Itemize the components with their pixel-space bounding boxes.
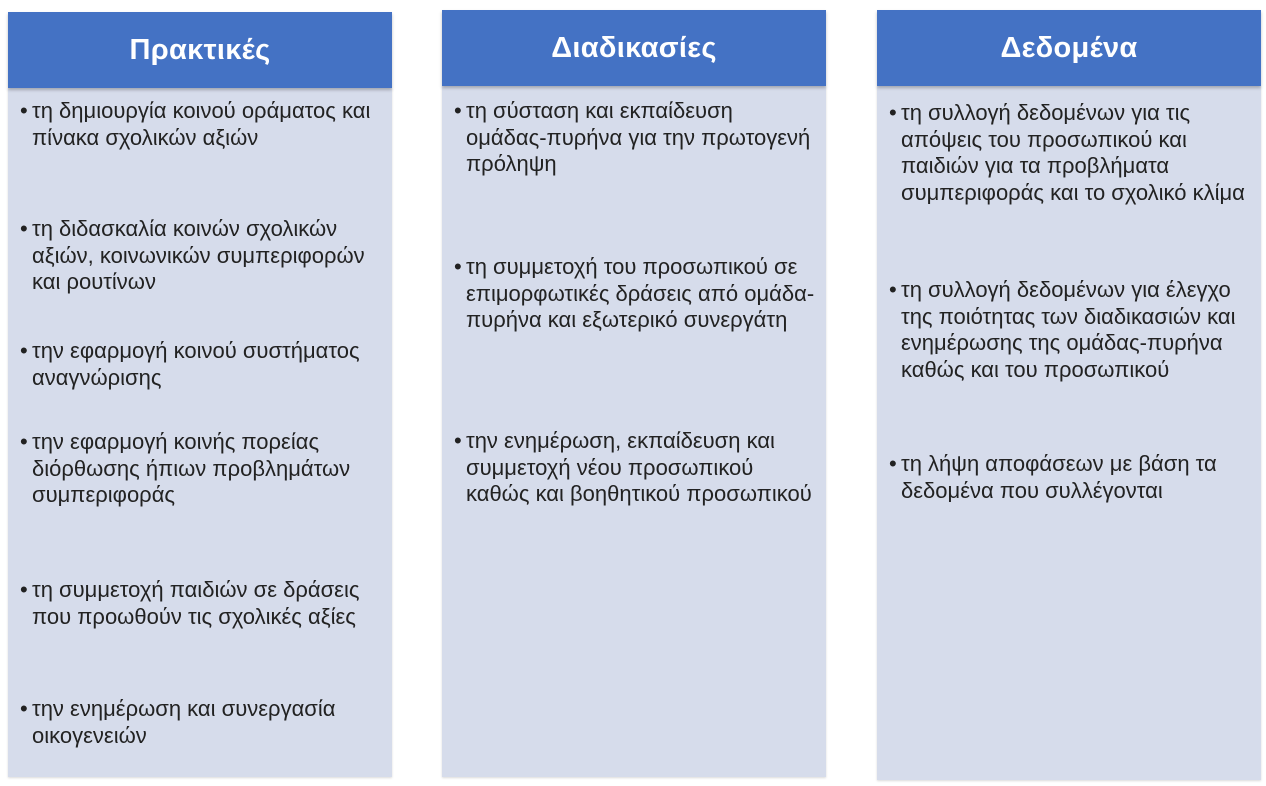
list-item	[20, 338, 382, 391]
bullet-icon: •	[454, 254, 462, 279]
list-item-text: τη συλλογή δεδομένων για έλεγχο της ποιότητας των διαδικασιών και ενημέρωσης της ομάδας-πυρήνα καθώς και του προσωπικού	[901, 277, 1236, 382]
bullet-icon: •	[20, 98, 28, 123]
list-item-text: τη λήψη αποφάσεων με βάση τα δεδομένα που συλλέγονται	[901, 451, 1217, 503]
list-item-text: τη συμμετοχή του προσωπικού σε επιμορφωτικές δράσεις από ομάδα-πυρήνα και εξωτερικό συνεργάτη	[466, 254, 815, 332]
list-item	[20, 216, 382, 296]
list-item	[889, 451, 1251, 504]
bullet-icon: •	[20, 429, 28, 454]
bullet-icon: •	[20, 696, 28, 721]
list-item	[20, 98, 382, 151]
list-item-text: τη δημιουργία κοινού οράματος και πίνακα σχολικών αξιών	[32, 98, 371, 150]
list-item	[454, 98, 816, 178]
list-item	[889, 277, 1251, 383]
bullet-icon: •	[889, 100, 897, 125]
list-item-text: τη συμμετοχή παιδιών σε δράσεις που προωθούν τις σχολικές αξίες	[32, 577, 360, 629]
column-header-practices: Πρακτικές	[8, 12, 392, 88]
column-data	[877, 10, 1261, 780]
list-item	[20, 696, 382, 749]
bullet-icon: •	[889, 277, 897, 302]
bullet-icon: •	[20, 338, 28, 363]
column-body-practices	[8, 88, 392, 777]
bullet-icon: •	[20, 577, 28, 602]
list-item-text: την εφαρμογή κοινής πορείας διόρθωσης ήπιων προβλημάτων συμπεριφοράς	[32, 429, 351, 507]
list-item	[20, 429, 382, 509]
list-item	[20, 577, 382, 630]
bullet-icon: •	[889, 451, 897, 476]
column-body-data	[877, 86, 1261, 780]
column-practices	[8, 12, 392, 777]
bullet-icon: •	[454, 428, 462, 453]
list-item-text: την ενημέρωση, εκπαίδευση και συμμετοχή νέου προσωπικού καθώς και βοηθητικού προσωπικού	[466, 428, 812, 506]
list-item-text: τη σύσταση και εκπαίδευση ομάδας-πυρήνα για την πρωτογενή πρόληψη	[466, 98, 811, 176]
list-item-text: την ενημέρωση και συνεργασία οικογενειών	[32, 696, 336, 748]
list-item-text: τη διδασκαλία κοινών σχολικών αξιών, κοινωνικών συμπεριφορών και ρουτίνων	[32, 216, 365, 294]
list-item	[454, 428, 816, 508]
column-procedures	[442, 10, 826, 777]
bullet-icon: •	[20, 216, 28, 241]
list-item-text: την εφαρμογή κοινού συστήματος αναγνώρισης	[32, 338, 360, 390]
bullet-icon: •	[454, 98, 462, 123]
list-item-text: τη συλλογή δεδομένων για τις απόψεις του προσωπικού και παιδιών για τα προβλήματα συμπεριφοράς και το σχολικό κλίμα	[901, 100, 1245, 205]
list-item	[454, 254, 816, 334]
column-header-data: Δεδομένα	[877, 10, 1261, 86]
column-body-procedures	[442, 86, 826, 777]
list-item	[889, 100, 1251, 206]
column-header-procedures: Διαδικασίες	[442, 10, 826, 86]
